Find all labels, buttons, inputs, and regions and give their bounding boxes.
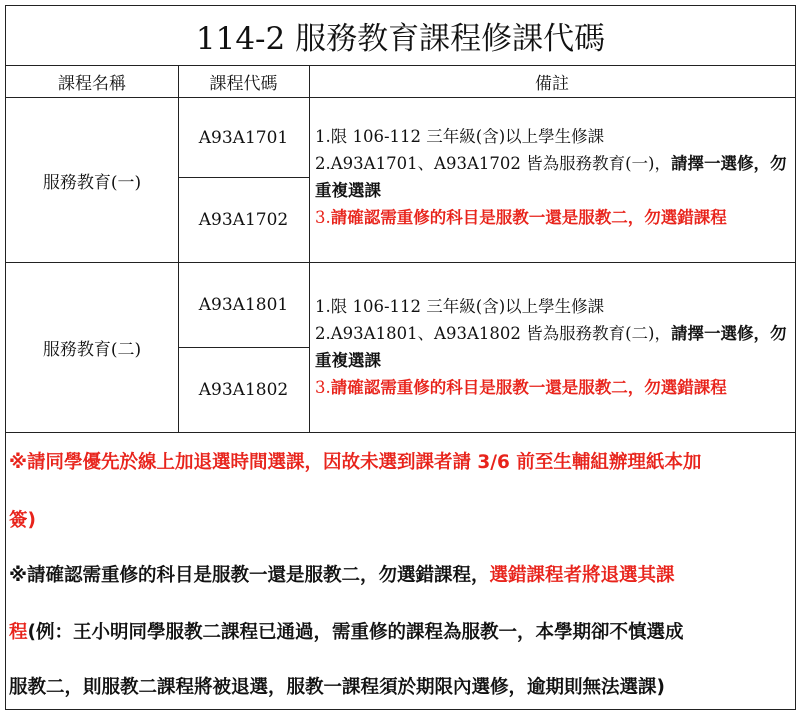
note-line-1: 1.限 106-112 三年級(含)以上學生修課 bbox=[315, 127, 605, 146]
course-code-cell: A93A1801 bbox=[198, 294, 289, 315]
note-line-2 bbox=[315, 320, 793, 347]
note-line-2-cont: 重複選課 bbox=[315, 181, 381, 200]
footer-notice-line: 簽) bbox=[9, 510, 36, 531]
page-title: 114-2 服務教育課程修課代碼 bbox=[6, 6, 795, 66]
note-line-2 bbox=[315, 150, 793, 177]
course-name-cell: 服務教育(二) bbox=[42, 339, 142, 360]
note-text: 2.A93A1801、A93A1802 皆為服務教育(二)， bbox=[315, 324, 671, 343]
note-warning: 請確認需重修的科目是服教一還是服教二，勿選錯課程 bbox=[330, 378, 727, 397]
header-course-name: 課程名稱 bbox=[6, 66, 178, 98]
note-line-1: 1.限 106-112 三年級(含)以上學生修課 bbox=[315, 297, 605, 316]
note-text-bold: 請擇一選修，勿 bbox=[671, 324, 787, 343]
note-line-3 bbox=[315, 204, 793, 231]
note-text: 2.A93A1701、A93A1702 皆為服務教育(一)， bbox=[315, 154, 671, 173]
footer-notice-line: ※請同學優先於線上加退選時間選課，因故未選到課者請 3/6 前至生輔組辦理紙本加 bbox=[9, 452, 702, 473]
footer-notice-line bbox=[9, 618, 794, 644]
row-divider bbox=[6, 432, 795, 433]
course-code-cell: A93A1702 bbox=[198, 209, 289, 230]
footer-notice-line: 服教二，則服教二課程將被退選，服教一課程須於期限內選修，逾期則無法選課) bbox=[9, 677, 665, 698]
course-code-cell: A93A1802 bbox=[198, 379, 289, 400]
note-text-bold: 請擇一選修，勿 bbox=[671, 154, 787, 173]
course-name-cell: 服務教育(一) bbox=[42, 172, 142, 193]
note-line-3 bbox=[315, 374, 793, 401]
footer-notice-line bbox=[9, 561, 794, 587]
note-number: 3. bbox=[315, 208, 331, 227]
note-warning: 請確認需重修的科目是服教一還是服教二，勿選錯課程 bbox=[330, 208, 727, 227]
course-code-table bbox=[5, 5, 796, 710]
course-note bbox=[315, 293, 793, 401]
footer-text: (例：王小明同學服教二課程已通過，需重修的課程為服教一，本學期卻不慎選成 bbox=[27, 622, 684, 643]
course-note bbox=[315, 123, 793, 231]
footer-warning: 程 bbox=[9, 622, 28, 643]
course-code-cell: A93A1701 bbox=[198, 127, 289, 148]
footer-warning: 選錯課程者將退選其課 bbox=[489, 565, 675, 586]
note-number: 3. bbox=[315, 378, 331, 397]
column-divider bbox=[309, 66, 310, 432]
header-note: 備註 bbox=[309, 66, 795, 98]
header-course-code: 課程代碼 bbox=[178, 66, 309, 98]
footer-text: ※請確認需重修的科目是服教一還是服教二，勿選錯課程， bbox=[9, 565, 490, 586]
note-line-2-cont: 重複選課 bbox=[315, 351, 381, 370]
